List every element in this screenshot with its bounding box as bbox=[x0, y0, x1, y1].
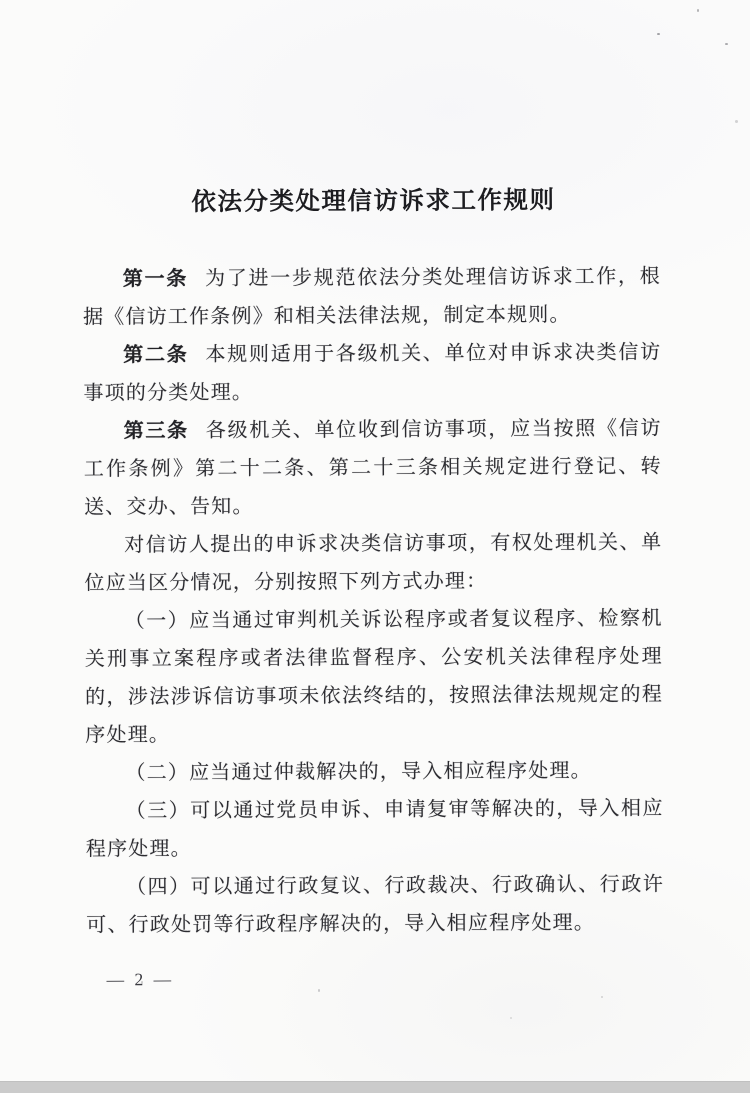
scanner-edge-band bbox=[0, 1081, 750, 1093]
scan-speck bbox=[735, 120, 738, 123]
article-1-lead: 第一条 bbox=[122, 267, 189, 291]
document-body bbox=[0, 257, 750, 945]
article-1-text: 为了进一步规范依法分类处理信访诉求工作，根据《信访工作条例》和相关法律法规，制定本规则。 bbox=[83, 265, 661, 329]
paragraph-intro-list bbox=[84, 523, 662, 602]
scan-speck bbox=[657, 33, 660, 35]
scan-speck bbox=[141, 981, 143, 984]
item-1-text: （一）应当通过审判机关诉讼程序或者复议程序、检察机关刑事立案程序或者法律监督程序、公安机关法律程序处理的，涉法涉诉信访事项未依法终结的，按照法律法规规定的程序处理。 bbox=[84, 607, 664, 747]
item-2-text: （二）应当通过仲裁解决的，导入相应程序处理。 bbox=[125, 759, 592, 785]
paragraph-item-1 bbox=[85, 599, 664, 754]
scan-speck bbox=[697, 9, 699, 12]
scan-speck bbox=[318, 989, 320, 992]
article-3-text: 各级机关、单位收到信访事项，应当按照《信访工作条例》第二十二条、第二十三条相关规定进行登记、转送、交办、告知。 bbox=[83, 417, 662, 519]
document-title: 依法分类处理信访诉求工作规则 bbox=[191, 187, 556, 216]
item-3-text: （三）可以通过党员申诉、申请复审等解决的，导入相应程序处理。 bbox=[85, 797, 664, 861]
paragraph-article-2 bbox=[83, 333, 661, 412]
scan-speck bbox=[601, 996, 603, 998]
scan-speck bbox=[510, 1017, 512, 1019]
paragraph-article-3 bbox=[84, 409, 663, 526]
scan-speck bbox=[725, 43, 728, 45]
intro-list-text: 对信访人提出的申诉求决类信访事项，有权处理机关、单位应当区分情况，分别按照下列方式办理： bbox=[84, 531, 663, 595]
page-number: — 2 — bbox=[106, 969, 175, 990]
article-2-lead: 第二条 bbox=[123, 343, 189, 367]
paragraph-article-1 bbox=[83, 258, 661, 337]
article-3-lead: 第三条 bbox=[123, 419, 189, 443]
article-2-text: 本规则适用于各级机关、单位对申诉求决类信访事项的分类处理。 bbox=[83, 341, 662, 405]
paragraph-item-2 bbox=[85, 751, 663, 792]
paragraph-item-3 bbox=[86, 789, 664, 868]
item-4-text: （四）可以通过行政复议、行政裁决、行政确认、行政许可、行政处罚等行政程序解决的，导入相应程序处理。 bbox=[86, 873, 665, 937]
paragraph-item-4 bbox=[86, 865, 664, 944]
